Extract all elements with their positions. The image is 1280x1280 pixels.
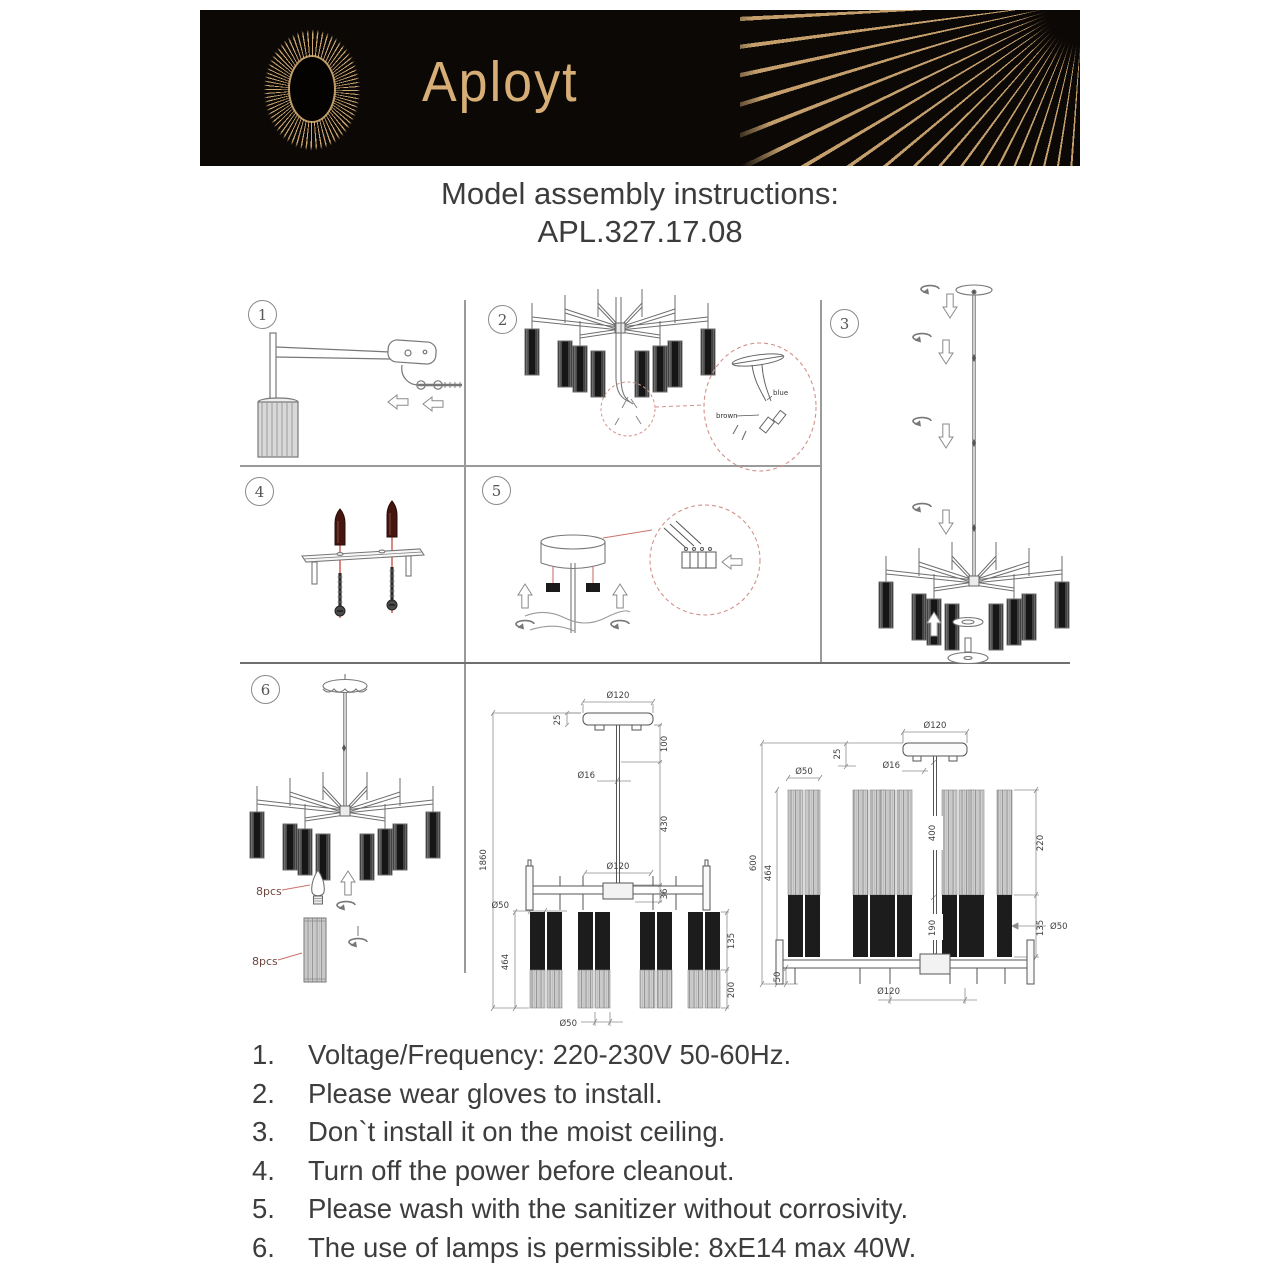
dim-total-height: 1860: [479, 849, 489, 871]
callout-connector-line: [655, 405, 704, 407]
qty-leader-line: [282, 885, 310, 890]
panel-2-number: 2: [488, 305, 517, 334]
panel-4-mounting-bracket-diagram: [240, 468, 465, 662]
dim-glass-height: 220: [1036, 834, 1046, 852]
callout-leader-line: [603, 530, 652, 538]
list-item-number: 3.: [252, 1116, 275, 1147]
dim-bottom-shade-diameter: Ø50: [559, 1019, 577, 1029]
panel-4-number: 4: [245, 477, 274, 506]
list-item: [252, 1075, 1062, 1114]
dim-total-height: 600: [749, 854, 759, 872]
panel-1-number: 1: [248, 300, 277, 329]
dim-shade-diameter: Ø50: [795, 767, 813, 777]
chandelier-frame-drawing: [525, 289, 715, 397]
dim-hub-gap: 190: [928, 919, 938, 937]
shade-columns: [788, 790, 1012, 957]
list-item-text: Voltage/Frequency: 220-230V 50-60Hz.: [308, 1039, 792, 1070]
dim-canopy-height: 25: [553, 714, 563, 726]
insert-arrow-icon: [722, 555, 742, 569]
panel-3-rod-assembly-diagram: [822, 278, 1068, 662]
dim-rod-diameter: Ø16: [882, 761, 900, 771]
fixing-nut: [546, 583, 560, 592]
list-item-text: Turn off the power before cleanout.: [308, 1154, 735, 1186]
list-item-number: 4.: [252, 1154, 275, 1186]
push-left-arrow-icon: [423, 397, 443, 411]
panel-5-canopy-fixing-diagram: [470, 468, 818, 662]
list-item-text: Don`t install it on the moist ceiling.: [308, 1116, 726, 1147]
wall-anchor: [335, 509, 345, 545]
list-item-text: Please wear gloves to install.: [308, 1077, 663, 1109]
suspension-rod: [972, 295, 976, 576]
down-arrow-icon: [939, 424, 953, 448]
dim-canopy-diameter: Ø120: [606, 691, 630, 701]
dim-shade-diameter: Ø50: [491, 901, 509, 911]
dim-shade-bottom-part: 200: [727, 981, 737, 999]
up-arrow-icon: [613, 584, 627, 608]
panel-3-number: 3: [830, 309, 859, 338]
fixture-outline: [526, 713, 710, 910]
panel-6-number: 6: [251, 675, 280, 704]
dimension-drawing-downlight: [455, 680, 755, 1032]
dim-frame-offset: 50: [773, 971, 783, 983]
rotate-arrow-icon: [913, 418, 931, 427]
dim-dark-height: 135: [1036, 919, 1046, 937]
brand-banner: [200, 10, 1080, 166]
corner-rays-decoration: [740, 10, 1080, 166]
dim-column-height: 464: [764, 864, 774, 882]
up-arrow-icon: [341, 871, 355, 895]
ceiling-canopy: [525, 535, 630, 633]
dim-hub-height: 36: [660, 888, 670, 900]
list-item-text: Please wash with the sanitizer without corrosivity.: [308, 1193, 909, 1224]
push-left-arrow-icon: [388, 395, 408, 409]
list-item: [252, 1113, 1062, 1152]
grid-horizontal-line-1: [240, 465, 820, 467]
up-arrow-icon: [518, 584, 532, 608]
list-item-text: The use of lamps is permissible: 8xE14 max 40W.: [308, 1231, 917, 1263]
shade-columns: [530, 912, 720, 1008]
down-arrow-icon: [939, 340, 953, 364]
arm-assembly-drawing: [258, 333, 462, 457]
rotate-pin-icon: [349, 926, 367, 948]
rotate-arrow-icon: [921, 286, 939, 295]
mounting-bracket: [302, 549, 424, 584]
list-item-number: 2.: [252, 1077, 275, 1109]
dim-hub-diameter: Ø120: [606, 862, 630, 872]
fixing-nut: [586, 583, 600, 592]
shade-cylinder-drawing: [304, 918, 326, 982]
dim-hub-diameter: Ø120: [877, 987, 900, 997]
rotate-arrow-icon: [611, 621, 629, 630]
instruction-list: [252, 1036, 1062, 1267]
list-item: [252, 1229, 1062, 1268]
wire-label-brown: brown: [716, 412, 738, 420]
suspension-rod: [342, 692, 346, 806]
dim-column-height: 464: [501, 953, 511, 971]
list-item: [252, 1190, 1062, 1229]
list-item: [252, 1152, 1062, 1191]
central-wire-tube: [616, 297, 633, 404]
ceiling-canopy: [956, 285, 992, 295]
grid-horizontal-line-2: [240, 662, 1070, 664]
dim-rod-length: 430: [660, 815, 670, 833]
ceiling-canopy: [323, 674, 367, 693]
wiring-detail-magnified: [704, 343, 816, 471]
panel-2-wiring-diagram: [470, 285, 818, 465]
terminal-block-magnified: [650, 505, 760, 615]
chandelier-frame-drawing: [879, 542, 1069, 650]
dim-canopy-diameter: Ø120: [923, 721, 947, 731]
dim-top-segment: 100: [660, 735, 670, 753]
list-item-number: 1.: [252, 1039, 275, 1070]
starburst-logo-center: [290, 57, 334, 121]
dimension-drawing-uplight: [750, 688, 1080, 1020]
model-number: APL.327.17.08: [537, 214, 743, 249]
rotate-arrow-icon: [913, 504, 931, 513]
panel-5-number: 5: [482, 476, 511, 505]
rotate-arrow-icon: [913, 334, 931, 343]
dim-rod-length: 400: [928, 824, 938, 842]
shade-quantity-label: 8pcs: [252, 955, 278, 968]
wire-label-blue: blue: [773, 389, 789, 397]
brand-name: Aployt: [422, 51, 579, 114]
page-title: Model assembly instructions:: [441, 176, 839, 211]
mounting-screw: [387, 567, 397, 610]
panel-6-final-assembly-diagram: [240, 668, 465, 990]
mounting-screw: [335, 573, 345, 616]
down-arrow-icon: [939, 510, 953, 534]
list-item: [252, 1036, 1062, 1075]
list-item-number: 5.: [252, 1193, 275, 1224]
rotate-arrow-icon: [337, 902, 355, 911]
wall-anchor: [387, 501, 397, 537]
chandelier-frame-drawing: [250, 772, 440, 880]
dim-gap-top: 25: [833, 748, 843, 760]
dim-rod-diameter: Ø16: [577, 771, 595, 781]
rotate-arrow-icon: [516, 621, 534, 630]
list-item-number: 6.: [252, 1231, 275, 1263]
dim-shade-diameter-right: Ø50: [1050, 922, 1068, 932]
bulb-quantity-label: 8pcs: [256, 885, 282, 898]
down-arrow-icon: [943, 294, 957, 318]
qty-leader-line: [278, 953, 302, 960]
panel-1-wall-arm-diagram: [240, 295, 465, 465]
dim-shade-top-part: 135: [727, 932, 737, 950]
